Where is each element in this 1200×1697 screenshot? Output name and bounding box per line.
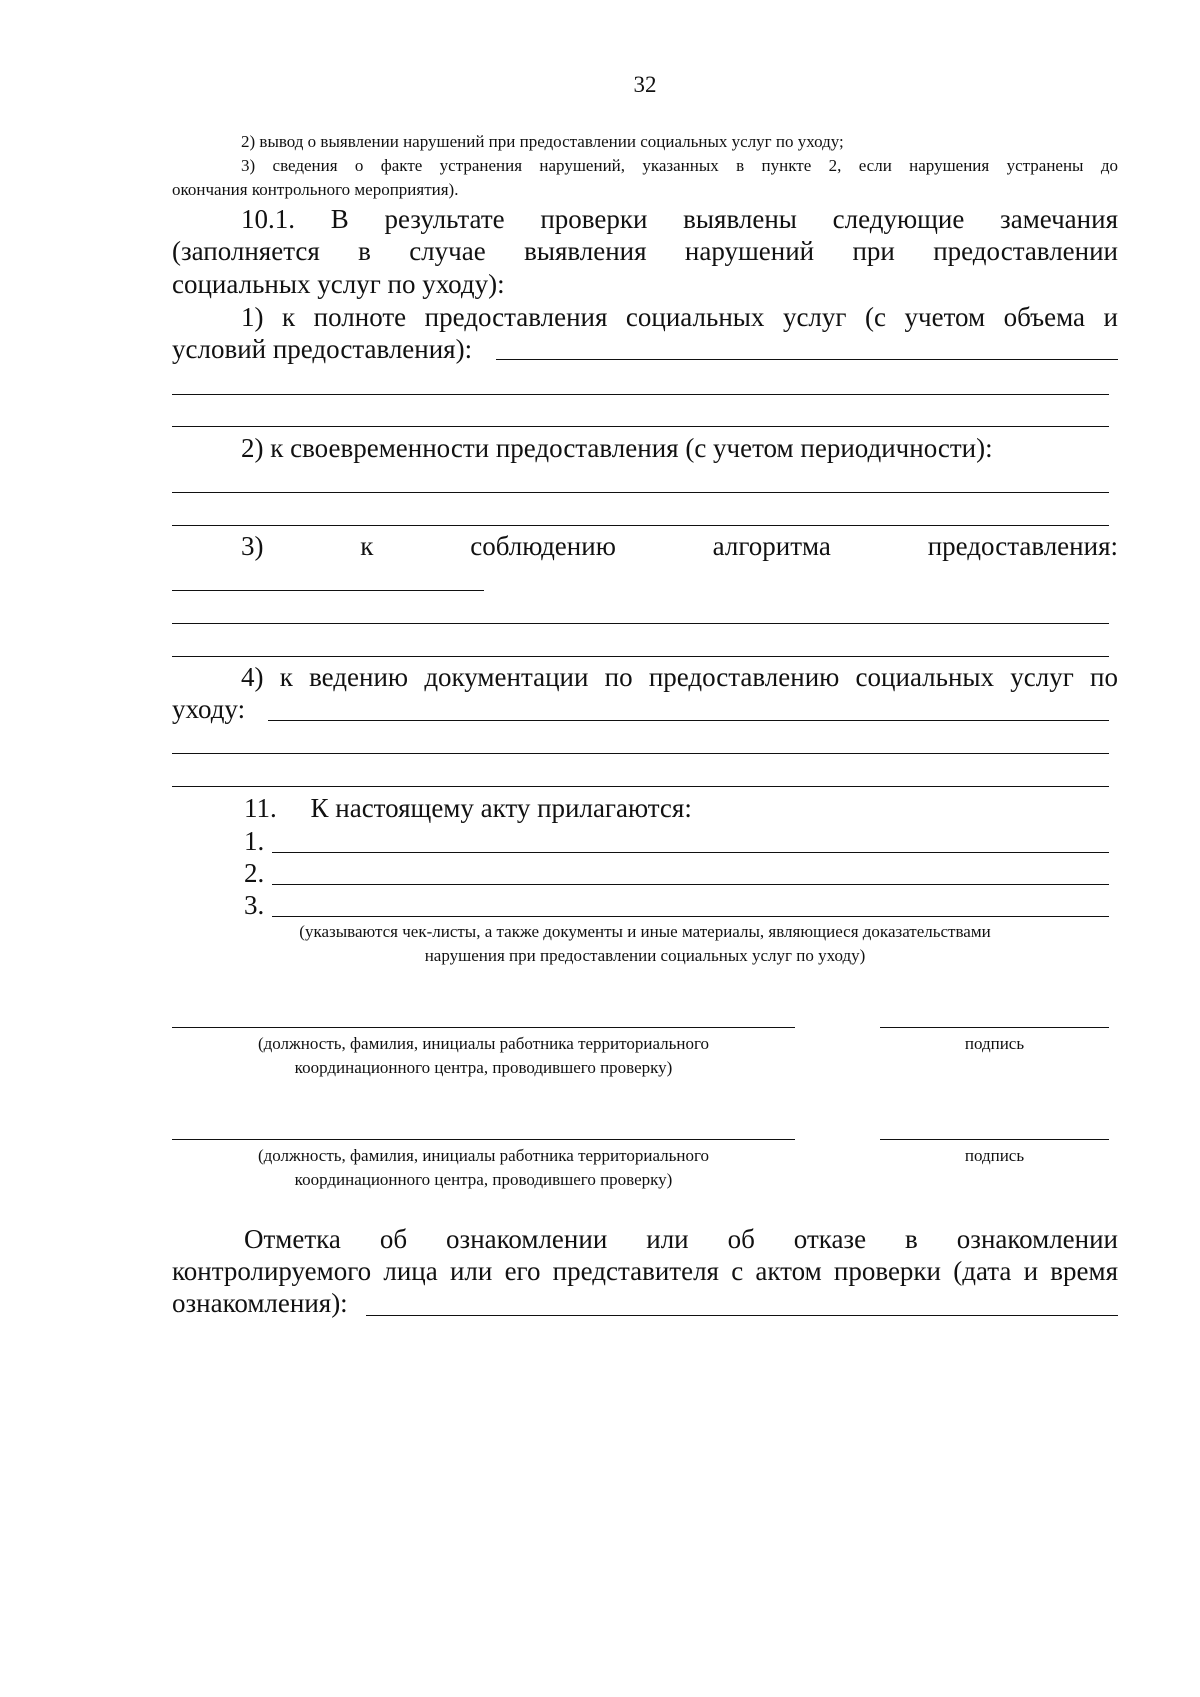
item-3-algorithm: 3) к соблюдению алгоритма предоставления:: [241, 531, 1118, 561]
item-1-completeness: 1) к полноте предоставления социальных услуг (с учетом объема и: [241, 302, 1118, 332]
acknowledgement-line3: ознакомления):: [172, 1288, 348, 1318]
acknowledgement-line2: контролируемого лица или его представителя с актом проверки (дата и время: [172, 1256, 1118, 1286]
signatory-2-name-line[interactable]: [172, 1139, 795, 1140]
item-2-fill-line-1[interactable]: [172, 492, 1109, 493]
item-4-fill-line-1[interactable]: [268, 720, 1109, 721]
item-4-documentation-cont: уходу:: [172, 694, 246, 724]
section-10-1-line1: 10.1. В результате проверки выявлены следующие замечания: [241, 204, 1118, 234]
signatory-1-caption-line1: (должность, фамилия, инициалы работника территориального: [257, 1034, 710, 1053]
item-3-elimination-cont: окончания контрольного мероприятия).: [172, 180, 459, 199]
signatory-1-signature-line[interactable]: [880, 1027, 1109, 1028]
item-2-conclusion: 2) вывод о выявлении нарушений при предоставлении социальных услуг по уходу;: [241, 132, 844, 151]
item-1-completeness-cont: условий предоставления):: [172, 334, 473, 364]
item-1-fill-line-1[interactable]: [496, 359, 1118, 360]
item-3-elimination: 3) сведения о факте устранения нарушений, указанных в пункте 2, если нарушения устранены до: [241, 156, 1118, 175]
section-10-1-line2: (заполняется в случае выявления нарушений при предоставлении: [172, 236, 1118, 266]
acknowledgement-line1: Отметка об ознакомлении или об отказе в ознакомлении: [244, 1224, 1118, 1254]
signatory-1-sign-label: подпись: [964, 1034, 1025, 1053]
attachment-1-line[interactable]: [272, 852, 1109, 853]
page-number: 32: [633, 72, 657, 97]
attachments-caption-line2: нарушения при предоставлении социальных услуг по уходу): [424, 946, 866, 965]
acknowledgement-fill-line[interactable]: [366, 1315, 1118, 1316]
item-2-timeliness: 2) к своевременности предоставления (с учетом периодичности):: [241, 433, 993, 463]
attachment-3-number: 3.: [244, 890, 265, 920]
signatory-1-caption-line2: координационного центра, проводившего проверку): [294, 1058, 673, 1077]
signatory-2-sign-label: подпись: [964, 1146, 1025, 1165]
item-1-fill-line-2[interactable]: [172, 394, 1109, 395]
section-10-1-line3: социальных услуг по уходу):: [172, 269, 505, 299]
attachment-1-number: 1.: [244, 826, 265, 856]
signatory-1-name-line[interactable]: [172, 1027, 795, 1028]
item-2-fill-line-2[interactable]: [172, 525, 1109, 526]
signatory-2-signature-line[interactable]: [880, 1139, 1109, 1140]
section-11-title: 11. К настоящему акту прилагаются:: [244, 793, 692, 823]
attachment-3-line[interactable]: [272, 916, 1109, 917]
attachment-2-line[interactable]: [272, 884, 1109, 885]
attachments-caption-line1: (указываются чек-листы, а также документы и иные материалы, являющиеся доказательствами: [299, 922, 991, 941]
attachment-2-number: 2.: [244, 858, 265, 888]
item-3-fill-line-2[interactable]: [172, 623, 1109, 624]
item-3-fill-line-1[interactable]: [172, 590, 484, 591]
signatory-2-caption-line1: (должность, фамилия, инициалы работника территориального: [257, 1146, 710, 1165]
item-4-documentation: 4) к ведению документации по предоставлению социальных услуг по: [241, 662, 1118, 692]
item-4-fill-line-2[interactable]: [172, 753, 1109, 754]
item-4-fill-line-3[interactable]: [172, 786, 1109, 787]
item-3-fill-line-3[interactable]: [172, 656, 1109, 657]
signatory-2-caption-line2: координационного центра, проводившего проверку): [294, 1170, 673, 1189]
item-1-fill-line-3[interactable]: [172, 426, 1109, 427]
